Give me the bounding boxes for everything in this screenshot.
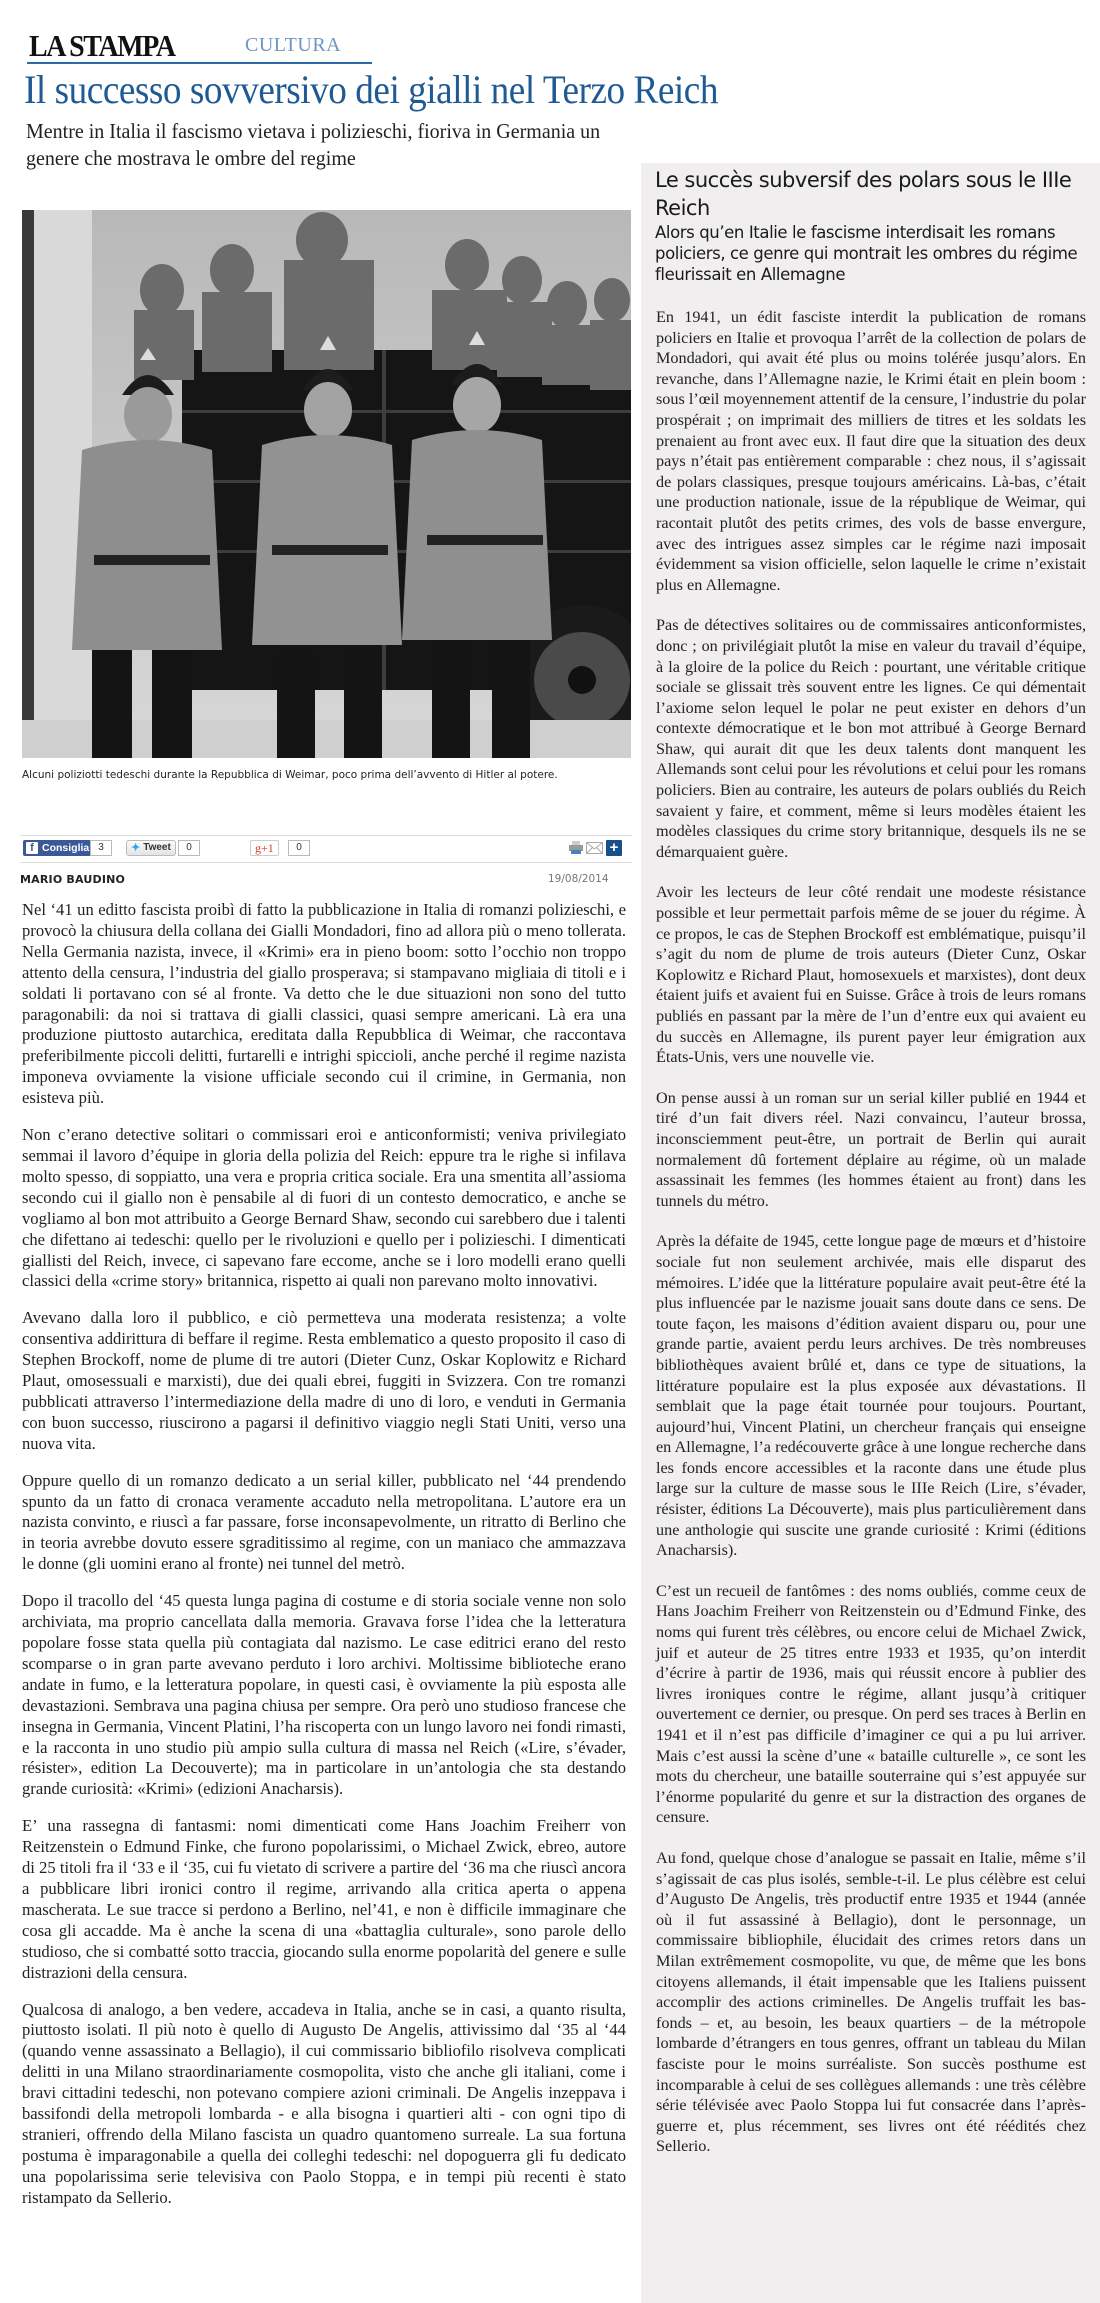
author-byline[interactable]: MARIO BAUDINO [20,873,126,886]
article-body-fr [656,307,1086,2177]
tweet-button[interactable] [126,840,176,856]
paragraph-it: Qualcosa di analogo, a ben vedere, accadeva in Italia, anche se in casi, a quanto risulta, piuttosto isolati. Il più noto è quello di Augusto De Angelis, attivissimo dal ‘35 al ‘44 (quando venne assassinato a Bellagio), il cui commissario bibliofilo risolveva complicati delitti in una Milano straordinariamente cosmopolita, visto che anche gli italiani, come i bravi cittadini tedeschi, non potevano compiere azioni criminali. De Angelis inzeppava i bassifondi della metropoli lombarda - e alla bisogna i quartieri alti - con ogni tipo di stranieri, offrendo della Milano fascista un quadro quantomeno surreale. La sua fortuna postuma è imparagonabile a quella dei colleghi tedeschi: nel dopoguerra gli fu dedicato una popolarissima serie televisiva con Paolo Stoppa, e in tempi più recenti è stato ristampato da Sellerio. [22,1999,626,2207]
paragraph-fr: C’est un recueil de fantômes : des noms oubliés, comme ceux de Hans Joachim Freiherr von Reitzenstein ou d’Edmund Finke, des noms qui furent très célèbres, ou encore celui de Michael Zwick, juif et auteur de 25 titres entre 1933 et 1935, qu’on interdit d’écrire à partir de 1936, mais qui réussit encore à publier des livres ironiques contre le régime, allant jusqu’à critiquer ouvertement ce dernier, ou presque. On perd ses traces à Berlin en 1941 et il n’est pas difficile d’imaginer ce qui a pu lui arriver. Mais c’est aussi la scène d’une « bataille culturelle », ce sont les mots du chercheur, une bataille souterraine qui s’est appuyée sur l’énorme popularité du genre et sur la distraction des organes de censure. [656,1581,1086,1827]
paragraph-it: Nel ‘41 un editto fascista proibì di fatto la pubblicazione in Italia di romanzi polizieschi, e provocò la chiusura della collana dei Gialli Mondadori, fino ad allora più o meno tollerata. Nella Germania nazista, invece, il «Krimi» era in pieno boom: sotto l’occhio non troppo attento della censura, l’industria del giallo prosperava; si stampavano migliaia di titoli e i soldati li portavano con sé al fronte. Va detto che le due situazioni non sono del tutto paragonabili: da noi si trattava di gialli classici, quasi sempre americani. Là era una produzione piuttosto autarchica, ereditata dalla Repubblica di Weimar, che raccontava preferibilmente piccoli delitti, furtarelli e intrighi spiccioli, anche perché il regime nazista imponeva ovviamente la visione ufficiale secondo cui il crimine, in Germania, non esisteva più. [22,900,626,1108]
article-title-it: Il successo sovversivo dei gialli nel Terzo Reich [24,67,718,112]
twitter-bird-icon: ✦ [131,842,141,854]
paragraph-fr: Au fond, quelque chose d’analogue se passait en Italie, même s’il s’agissait de cas plus isolés, semble-t-il. Le plus célèbre est celui d’Augusto De Angelis, très productif entre 1935 et 1944 (année où il fut assassiné à Bellagio), dont le personnage, un commissaire bibliophile, élucidait des crimes retors dans un Milan extrêmement cosmopolite, vu que, de même que les bons citoyens allemands, il était impensable que les Italiens puissent accomplir des actions criminelles. De Angelis truffait les bas-fonds – et, au besoin, les beaux quartiers – de la métropole lombarde d’étrangers en tous genres, offrant un tableau du Milan fasciste pour le moins surréaliste. Son succès posthume est incomparable à celui de ses collègues allemands : une très célèbre série télévisée avec Paolo Stoppa lui fut consacrée dans l’après-guerre et, plus récemment, ses livres ont été réédités chez Sellerio. [656,1848,1086,2156]
tweet-count: 0 [178,840,200,856]
police-photo-illustration [22,210,631,758]
paragraph-fr: Avoir les lecteurs de leur côté rendait une modeste résistance possible et leur permettait parfois même de se jouer du régime. À ce propos, le cas de Stephen Brockoff est emblématique, puisqu’il s’agit du nom de plume de trois auteurs (Dieter Cunz, Oskar Koplowitz e Richard Plaut, homosexuels et marxistes), dont deux étaient juifs et avaient fui en Suisse. Grâce à trois de leurs romans publiés en passant par la mère de l’un d’entre eux qui avaient eu du succès en Allemagne, ils purent payer leur émigration aux États-Unis, vers une nouvelle vie. [656,883,1086,1067]
photo-caption: Alcuni poliziotti tedeschi durante la Repubblica di Weimar, poco prima dell’avvento di Hitler al potere. [22,769,558,781]
paragraph-it: Avevano dalla loro il pubblico, e ciò permetteva una moderata resistenza; a volte consentiva addirittura di beffare il regime. Resta emblematico a questo proposito il caso di Stephen Brockoff, nome de plume di tre autori (Dieter Cunz, Oskar Koplowitz e Richard Plaut, omosessuali e marxisti), due dei quali ebrei, fuggiti in Svizzera. Con tre romanzi pubblicati attraverso l’intermediazione della madre di uno di loro, e venduti in Germania con buon successo, riuscirono a pagarsi il definitivo viaggio negli Stati Uniti, verso una nuova vita. [22,1308,626,1453]
paragraph-fr: Après la défaite de 1945, cette longue page de mœurs et d’histoire sociale fut non seulement archivée, mais elle disparut des mémoires. L’idée que la littérature populaire avait peut-être été la plus influencée par le nazisme jouait sans doute dans ce sens. De toute façon, les maisons d’édition avaient disparu ou, pour une grande partie, avaient perdu leurs archives. De très nombreuses bibliothèques avaient brûlé et, dans ce type de situations, la littérature populaire est la plus exposée aux dévastations. Il semblait que la page était tournée pour toujours. Pourtant, aujourd’hui, Vincent Platini, un chercheur français qui enseigne en Allemagne, l’a redécouverte grâce à une longue recherche dans les fonds encore accessibles et la raconte dans une étude plus large sur la culture de masse sous le IIIe Reich (Lire, s’évader, résister, éditions La Découverte), mais plus particulièrement dans une anthologie qui suscite une grande curiosité : Krimi (éditions Anacharsis). [656,1232,1086,1560]
facebook-like-button[interactable] [23,840,94,856]
paragraph-it: Dopo il tracollo del ‘45 questa lunga pagina di costume e di storia sociale venne non solo archiviata, ma proprio cancellata dalla memoria. Gravava forse l’idea che la letteratura popolare fosse stata quella più contagiata dal nazismo. Le case editrici erano del resto scomparse o in gran parte avevano perduto i loro archivi. Moltissime biblioteche erano andate in fumo, e la letteratura popolare, in questi casi, è ovviamente la più esposta alle devastazioni. Sembrava una pagina chiusa per sempre. Ora però uno studioso francese che insegna in Germania, Vincent Platini, l’ha riscoperta con un lungo lavoro nei fondi rimasti, e la racconta in uno studio più ampio sulla cultura di massa nel Reich («Lire, s’évader, résister», edition La Decouverte); ma in particolare in un’antologia che sta destando grande curiosità: «Krimi» (edizioni Anacharsis). [22,1591,626,1799]
paragraph-fr: Pas de détectives solitaires ou de commissaires anticonformistes, donc ; on privilégiait plutôt la mise en valeur du travail d’équipe, à la gloire de la police du Reich : pourtant, une véritable critique sociale se glissait très souvent entre les lignes. Ce qui démentait l’axiome selon lequel le polar ne peut exister en dehors d’un contexte démocratique et le bon mot attribué à George Bernard Shaw, qui aurait dit que les deux talents dont manquent les Allemands sont celui pour les révolutions et celui pour les romans policiers. Bien au contraire, les auteurs de polars oubliés du Reich savaient y faire, et comment, même si leurs modèles étaient les modèles classiques du crime story britannique, desquels ils ne se démarquaient guère. [656,616,1086,861]
tweet-label: Tweet [143,842,171,853]
masthead [27,26,372,64]
print-icon[interactable] [569,841,583,854]
facebook-like-count: 3 [90,840,112,856]
article-subtitle-it: Mentre in Italia il fascismo vietava i polizieschi, fioriva in Germania un genere che mostrava le ombre del regime [26,119,601,170]
article-subtitle-fr: Alors qu’en Italie le fascisme interdisait les romans policiers, ce genre qui montrait les ombres du régime fleurissait en Allemagne [655,223,1078,284]
article-body-it [22,900,626,2225]
section-label[interactable]: CULTURA [245,34,342,56]
social-share-bar [20,835,632,863]
publish-date: 19/08/2014 [548,873,609,885]
paragraph-it: Non c’erano detective solitari o commissari eroi e anticonformisti; veniva privilegiato semmai il lavoro d’équipe in gloria della polizia del Reich: eppure tra le righe si infilava molto spesso, di soppiatto, una vera e propria critica sociale. Era una smentita all’assioma secondo cui il giallo non è pensabile al di fuori di un contesto democratico, e anche se vogliamo al bon mot attribuito a George Bernard Shaw, secondo cui sarebbero due i talenti che difettano ai tedeschi: quello per le rivoluzioni e quello per i polizieschi. I dimenticati giallisti del Reich, invece, ci sapevano fare eccome, anche se i loro modelli erano quelli classici della «crime story» britannica, rispetto ai quali non parevano molto innovativi. [22,1125,626,1291]
paragraph-fr: On pense aussi à un roman sur un serial killer publié en 1944 et tiré d’un fait divers réel. Nazi convaincu, l’auteur brossa, inconsciemment peut-être, un portrait de Berlin qui aurait normalement dû fortement déplaire au régime, où un malade assassinait les femmes (les hommes étaient au front) dans les tunnels du métro. [656,1088,1086,1210]
paragraph-it: E’ una rassegna di fantasmi: nomi dimenticati come Hans Joachim Freiherr von Reitzenstein o Edmund Finke, che furono popolarissimi, o Michael Zwick, ebreo, autore di 25 titoli fra il ‘33 e il ‘35, cui fu vietato di scrivere a partire del ‘36 ma che riuscì ancora a pubblicare libri ironici contro il regime, arrivando alla critica aperta o appena mascherata. Le sue tracce si perdono a Berlino, nel’41, e non è difficile immaginare che cosa gli accadde. Ma è anche la scena di una «battaglia culturale», sono parole dello studioso, che si combatté sotto traccia, giocando sulla enorme popolarità del genere e sulle distrazioni della censura. [22,1816,626,1982]
article-photo [22,210,631,758]
google-plus-button[interactable]: g+1 [250,840,279,856]
facebook-icon: f [26,842,38,854]
mail-icon[interactable] [586,842,603,854]
paragraph-fr: En 1941, un édit fasciste interdit la publication de romans policiers en Italie et provoqua l’arrêt de la collection de polars de Mondadori, qui avait été plus ou moins tolérée jusqu’alors. En revanche, dans l’Allemagne nazie, le Krimi était en plein boom : sous l’œil moyennement attentif de la censure, l’industrie du polar prospérait ; on imprimait des milliers de titres et les soldats les prenaient au front avec eux. Il faut dire que la situation des deux pays n’était pas entièrement comparable : chez nous, il s’agissait de polars classiques, presque toujours américains. Là-bas, c’était une production nationale, issue de la république de Weimar, qui racontait plutôt des petits crimes, des vols de basse envergure, avec des intrigues assez simples car le régime nazi imposait évidemment sa vision officielle, selon laquelle le crime n’existait plus en Allemagne. [656,308,1086,594]
plus-icon[interactable]: + [606,840,622,856]
article-title-fr: Le succès subversif des polars sous le IIIe Reich [655,168,1072,220]
paragraph-it: Oppure quello di un romanzo dedicato a un serial killer, pubblicato nel ‘44 prendendo spunto da un fatto di cronaca veramente accaduto nella metropolitana. L’autore era un nazista convinto, e riuscì a far passare, forse inconsapevolmente, un ritratto di Berlino che in teoria avrebbe dovuto essere sgraditissimo al regime, con un maniaco che ammazzava le donne (gli uomini erano al fronte) nei tunnel del metrò. [22,1470,626,1574]
french-translation-panel [638,163,1100,2303]
facebook-like-label: Consiglia [42,842,90,854]
google-plus-count: 0 [288,840,310,856]
la-stampa-logo[interactable]: LA STAMPA [29,28,175,63]
